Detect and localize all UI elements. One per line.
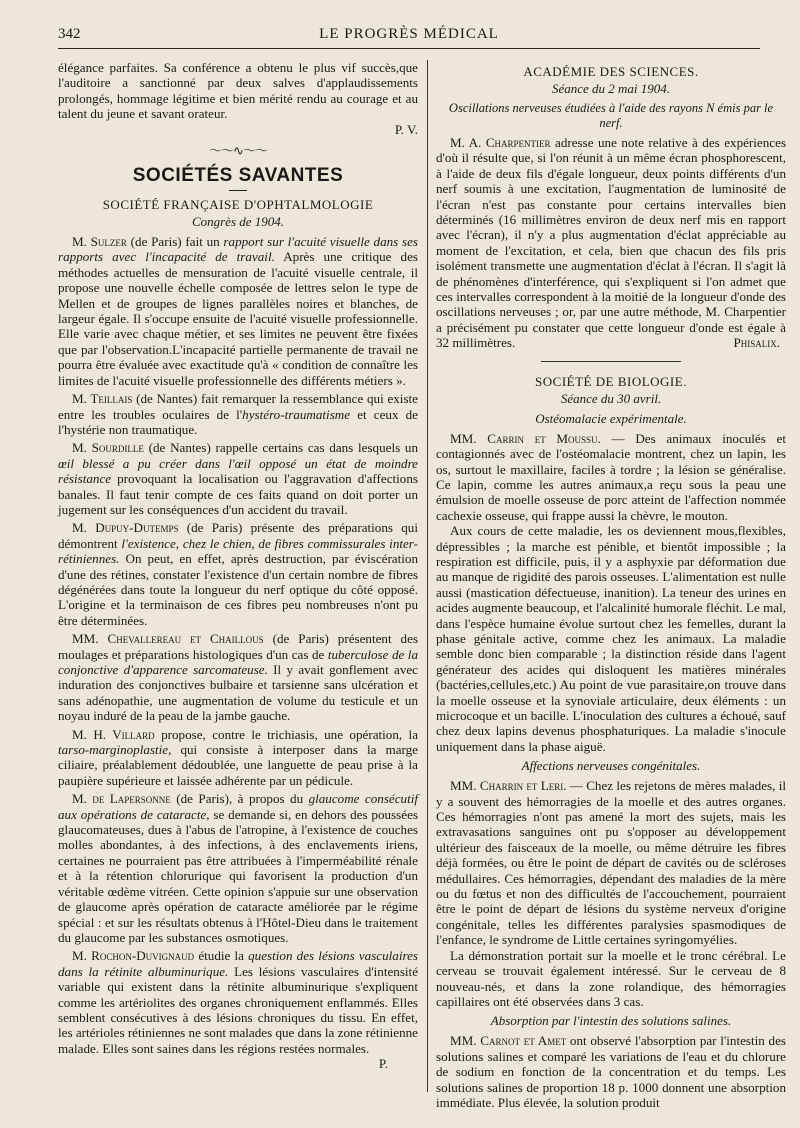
left-column [58,60,418,1098]
biology-date: Séance du 30 avril. [560,390,662,406]
author-name: MM. Chevallereau et Chaillous [72,631,264,647]
report-charrin-leri: MM. Charrin et Leri. — Chez les rejetons de mères malades, il y a souvent des hémorragies de la moelle et des autres organes. Ces hémorragies n'ont pas amené la mort des sujets, mais les extravasations sanguines ont pu s'opposer au développement ultérieur des faisceaux de la moelle, ou même détruire les fibres déjà formées, ou être le point de départ de cavités ou de scléroses médullaires. Ces hémorragies, dépendant des maladies de la mère ou du fœtus et non des difficultés de l'accouchement, pourraient être le point de départ de lésions du système nerveux d'origine congénitale, telles les différentes paralysies spasmodiques de l'enfance, le syndrome de Little certaines syringomyélies. [436,778,786,948]
header-rule [58,48,760,49]
author-name: M. Sulzer [72,234,127,250]
report-carrin-moussu-cont: Aux cours de cette maladie, les os deviennent mous,flexibles, dépressibles ; la marche est pénible, et bientôt impossible ; la respiration est difficile, puis, il y a asphyxie par déformation due au manque de rigidité des parois osseuses. L'alimentation est nulle aussi (mastication défectueuse, inanition). La teneur des urines en acides augmente beaucoup, et l'alcalinité humorale fléchit. Le mal, dans l'espèce humaine évolue surtout chez les femelles, durant la phase génitale active, comme chez les animaux. La maladie semble donc bien comparable ; la distinction réside dans l'agent générateur des acides qui disloquent les matières minérales (bactéries,cellules,etc.) Au point de vue parasitaire,on trouve dans la moelle osseuse et la synoviale articulaire, deux éléments : un microcoque et un bacille. L'inoculation des cultures a échoué, sauf chez deux lapins devenus phosphaturiques. La maladie s'inocule uniquement dans la phase aiguë. [436,523,786,754]
report-charrin-leri-cont: La démonstration portait sur la moelle et le tronc cérébral. Le cerveau se trouvait également intéressé. Sur le cerveau de 8 nouveau-nés, et dans la zone rolandique, des hémorragies capillaires ont été observées dans 3 cas. [436,947,786,1009]
author-name: MM. Charrin et Leri. [450,778,567,794]
report-signature: Phisalix. [733,335,780,351]
report-villard: M. H. Villard propose, contre le trichiasis, une opération, la tarso-marginoplastie, qui consiste à interposer dans la marge ciliaire, préalablement dédoublée, une languette de peau prise à la paupière supérieure et laissée adhérente par un pédicule. [58,726,418,788]
report-lapersonne: M. de Lapersonne (de Paris), à propos du glaucome consécutif aux opérations de cataracte, se demande si, en dehors des poussées glaucomateuses, dues à l'abus de l'atropine, à l'existence de couches molles abondantes, à des infections, à des enclavements iriens, certaines ne pourraient pas être attribuées à l'imperméabilité rénale et à la rétention chlorurique qui favorisent la production d'un véritable œdème vitréen. Cette opinion s'appuie sur une observation de glaucome après opération de cataracte améliorée par le régime spécial : et sur les résultats obtenus à l'Hôtel-Dieu dans le traitement du glaucome par les substances osmotiques. [58,791,419,945]
academy-topic: Oscillations nerveuses étudiées à l'aide des rayons N émis par le nerf. [448,101,774,130]
topic-osteomalacie: Ostéomalacie expérimentale. [535,410,687,426]
report-sourdille: M. Sourdille (de Nantes) rappelle certains cas dans lesquels un œil blessé a pu créer dans l'œil opposé un état de moindre résistance provoquant la localisation ou l'aggravation d'affections banales. Il faut tenir compte de ces faits quand on doit porter un jugement sur les conséquences d'un accident du travail. [58,440,418,517]
journal-title: LE PROGRÈS MÉDICAL [319,26,499,42]
report-dupuy-dutemps: M. Dupuy-Dutemps (de Paris) présente des préparations qui démontrent l'existence, chez le chien, de fibres commissurales inter-rétiniennes. On peut, en effet, après destruction, par éviscération d'une des rétines, constater l'existence d'un certain nombre de fibres dégénérées dans toute la longueur du nerf optique du côté opposé. L'origine et la terminaison de ces fibres peu nombreuses n'ont pu être déterminées. [58,520,419,628]
report-chevallereau: MM. Chevallereau et Chaillous (de Paris) présentent des moulages et préparations histologiques d'un cas de tuberculose de la conjonctive d'apparence sarcomateuse. Il y avait gonflement avec induration des conjonctives bulbaire et tarsienne sans ulcération et sans adénopathie, une augmentation de volume du testicule et un noyau induré de la peau de la jambe gauche. [58,631,418,724]
right-column [436,60,787,1110]
page-number: 342 [58,26,81,42]
academy-date: Séance du 2 mai 1904. [551,81,671,96]
ornament-divider: 〜〜∿〜〜 [209,143,267,159]
topic-absorption: Absorption par l'intestin des solutions salines. [490,1013,732,1029]
society-heading: SOCIÉTÉ FRANÇAISE D'OPHTALMOLOGIE [102,197,374,213]
author-name: M. Sourdille [72,440,144,456]
column-divider [427,60,428,1092]
report-charpentier: M. A. Charpentier adresse une note relative à des expériences d'où il résulte que, si l'on réunit à un même écran phosphorescent, à l'aide de deux fils d'égale longueur, deux points différents d'un nerf soumis à une excitation, l'augmentation de luminosité de l'écran n'est pas constante pour certains intervalles bien déterminés (16 millimètres environ de deux nerf mis en rapport avec l'écran), il n'y a plus augmentation d'éclat appréciable au moment de l'excitation, et cela, bien que chacun des fils pris isolément transmette une augmentation d'éclat à l'écran. Il s'agit là de phénomènes d'interférence, qui s'expliquent si l'on admet que ces intervalles correspondent à la moitié de la longueur d'onde des oscillations nerveuses ; or, par une autre méthode, M. Charpentier a précisément pu constater que cette longueur d'onde est égale à 32 millimètres. Phisalix. [436,135,786,351]
author-name: M. A. Charpentier [450,135,551,150]
author-name: M. Rochon-Duvignaud [72,948,195,964]
report-sulzer: M. Sulzer (de Paris) fait un rapport sur l'acuité visuelle dans ses rapports avec l'incapacité de travail. Après une critique des méthodes actuelles de mensuration de l'acuité visuelle centrale, il propose une nouvelle échelle composée de lettres selon le type de Mellen et de groupes de lignes parallèles noires et blanches, de largeur égale. Il s'occupe ensuite de l'acuité visuelle professionnelle. Elle varie avec chaque métier, et ses limites ne peuvent être fixées que par l'observation.L'incapacité partielle permanente de travail ne pourra être évaluée avec exactitude qu'à « condition de connaître les limites de l'acuité visuelle professionnelle des différents métiers ». [58,234,418,388]
page-header [58,26,760,48]
title-dash [229,190,247,191]
intro-signature: P. V. [394,121,418,137]
congress-subheading: Congrès de 1904. [191,214,285,230]
report-teillais: M. Teillais (de Nantes) fait remarquer la ressemblance qui existe entre les troubles oculaires de l'hystéro-traumatisme et ceux de l'hystérie non traumatique. [58,391,418,437]
topic-affections-nerveuses: Affections nerveuses congénitales. [521,758,701,774]
author-name: M. Teillais [72,391,133,407]
intro-paragraph: élégance parfaites. Sa conférence a obtenu le plus vif succès,que l'auditoire a sanctionné par deux salves d'applaudissements prolongés, hommage légitime et bien mérité rendu au courage et au talent du jeune et savant orateur. [58,60,418,122]
author-name: M. H. Villard [72,726,155,742]
author-name: MM. Carnot et Amet [450,1033,567,1049]
report-carnot-amet: MM. Carnot et Amet ont observé l'absorption par l'intestin des solutions salines et comparé les variations de l'eau et du chlorure de sodium en fonction de la concentration et du temps. Les solutions salines de proportion 18 p. 1000 donnent une absorption immédiate. Plus élevée, la solution produit [436,1033,787,1110]
report-carrin-moussu: MM. Carrin et Moussu. — Des animaux inoculés et contagionnés avec de l'ostéomalacie montrent, chez un lapin, les os, surtout le maxillaire, faciles à tordre ; la lésion se généralise. Ce lapin, comme les autres animaux,a reçu sous la peau une émulsion de moelle osseuse de porc atteint de l'affection nommée cachexie osseuse, qui frappe aussi la chèvre, le mouton. [436,430,786,523]
author-name: MM. Carrin et Moussu. [450,430,601,446]
report-signature: P. [378,1056,388,1072]
academy-heading: ACADÉMIE DES SCIENCES. [523,64,699,79]
section-title: SOCIÉTÉS SAVANTES [132,165,344,187]
section-rule [541,361,681,362]
author-name: M. Dupuy-Dutemps [72,520,179,536]
author-name: M. de Lapersonne [72,791,171,807]
biology-heading: SOCIÉTÉ DE BIOLOGIE. [535,373,687,389]
report-rochon-duvignaud: M. Rochon-Duvignaud étudie la question des lésions vasculaires dans la rétinite albuminurique. Les lésions vasculaires d'intensité variable qui existent dans la rétinite albuminurique s'expliquent comme les artériolites des organes chroniquement enflammés. Elles semblent consécutives à des lésions chroniques du tissu. En effet, les artérioles rétiniennes ne sont malades que dans la zone rétinienne malade. Elles sont saines dans les régions restées normales. P. [58,948,419,1072]
